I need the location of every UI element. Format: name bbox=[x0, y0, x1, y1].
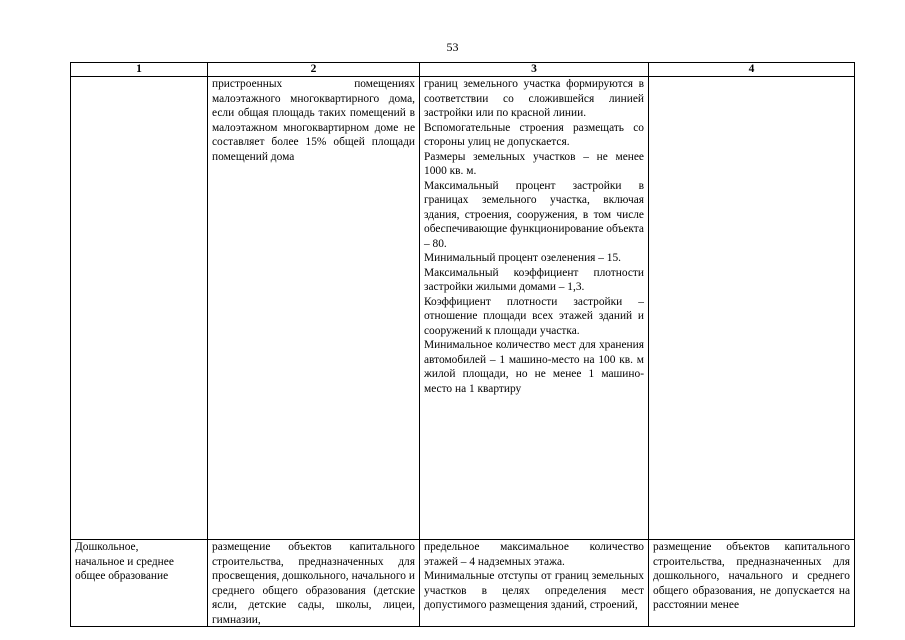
cell-paragraph: предельное максимальное количество этажей – 4 надземных этажа. bbox=[424, 541, 644, 568]
column-header-4: 4 bbox=[649, 63, 855, 77]
cell-paragraph: Вспомогательные строения размещать со стороны улиц не допускается. bbox=[424, 121, 644, 148]
row1-col4-cell bbox=[649, 77, 855, 540]
zone-name-line: Дошкольное, bbox=[75, 541, 139, 553]
cell-paragraph: Минимальный процент озеленения – 15. bbox=[424, 252, 622, 264]
cell-paragraph: Размеры земельных участков – не менее 1000 кв. м. bbox=[424, 150, 644, 177]
column-header-1: 1 bbox=[71, 63, 208, 77]
table-header-row bbox=[71, 63, 855, 77]
cell-paragraph: Минимальное количество мест для хранения автомобилей – 1 машино-место на 100 кв. м жилой площади, но не менее 1 машино-место на 1 квартиру bbox=[424, 339, 644, 395]
column-header-2: 2 bbox=[208, 63, 420, 77]
cell-paragraph: Минимальные отступы от границ земельных участков в целях определения мест допустимого размещения зданий, строений, bbox=[424, 570, 644, 611]
table-row bbox=[71, 540, 855, 627]
cell-paragraph: границ земельного участка формируются в соответствии со сложившейся линией застройки или по красной линии. bbox=[424, 78, 644, 119]
column-header-3: 3 bbox=[420, 63, 649, 77]
cell-paragraph: Коэффициент плотности застройки – отношение площади всех этажей зданий и сооружений к площади участка. bbox=[424, 295, 644, 337]
cell-paragraph: размещение объектов капитального строительства, предназначенных для дошкольного, начального и среднего общего образования, не допускается на расстоянии менее bbox=[653, 541, 850, 611]
zone-name-line: начальное и среднее bbox=[75, 555, 174, 568]
cell-paragraph: Максимальный процент застройки в границах земельного участка, включая здания, строения, сооружения, в том числе обеспечивающие функционирование объекта – 80. bbox=[424, 179, 644, 250]
row2-col2-cell bbox=[208, 540, 420, 627]
regulations-table bbox=[70, 62, 855, 627]
row1-col3-cell bbox=[420, 77, 649, 540]
cell-paragraph: пристроенных помещениях малоэтажного многоквартирного дома, если общая площадь таких помещений в малоэтажном многоквартирном доме не составляет более 15% общей площади помещений дома bbox=[212, 78, 415, 163]
table-row bbox=[71, 77, 855, 540]
row1-col2-cell bbox=[208, 77, 420, 540]
row2-col1-cell bbox=[71, 540, 208, 627]
row1-col1-cell bbox=[71, 77, 208, 540]
zone-name-line: общее образование bbox=[75, 570, 169, 582]
cell-paragraph: Максимальный коэффициент плотности застройки жилыми домами – 1,3. bbox=[424, 266, 644, 293]
row2-col4-cell bbox=[649, 540, 855, 627]
row2-col3-cell bbox=[420, 540, 649, 627]
page-number: 53 bbox=[446, 40, 459, 54]
cell-paragraph: размещение объектов капитального строительства, предназначенных для просвещения, дошкольного, начального и среднего общего образования (детские ясли, детские сады, школы, лицеи, гимназии, bbox=[212, 541, 415, 626]
